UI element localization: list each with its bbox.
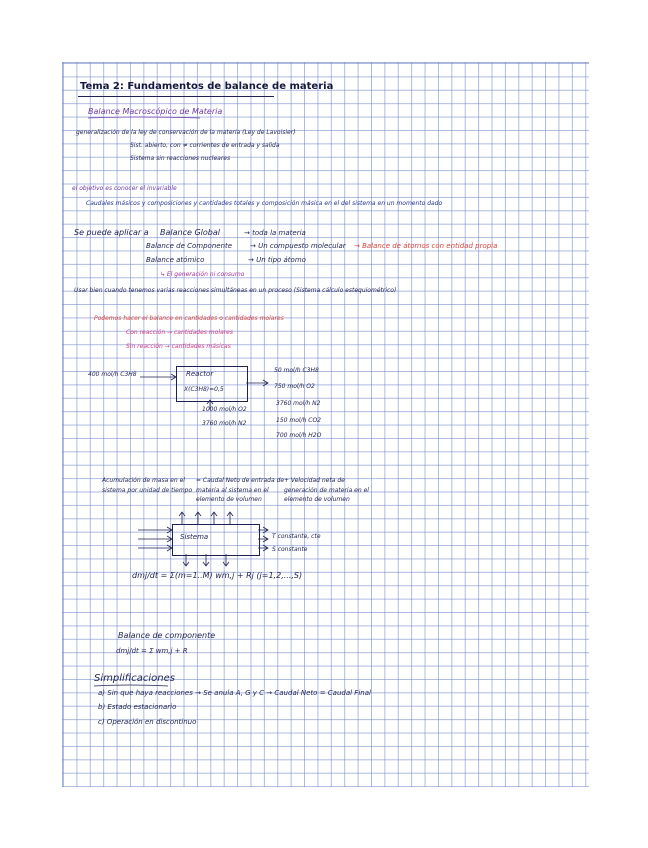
aplicar-global-result: → toda la materia (244, 229, 306, 237)
eq-componente: dmj/dt = Σ wm,j + R (116, 647, 188, 655)
line-sistema-reacciones: Sistema sin reacciones nucleares (130, 155, 231, 162)
out-h2o: 700 mol/h H2O (276, 432, 322, 439)
objetivo-detail: Caudales másicos y composiciones y cantidades totales y composición másica en el del sistema en un momento dado (86, 200, 443, 207)
out-co2: 150 mol/h CO2 (276, 417, 322, 424)
simp-b: b) Estado estacionario (98, 703, 177, 711)
in-o2: 1000 mol/h O2 (202, 406, 247, 413)
section-macro-heading: Balance Macroscópico de Materia (88, 107, 223, 116)
title-underline (78, 96, 274, 97)
usar-cuando: Usar bien cuando tenemos varias reacciones simultáneas en un proceso (Sistema cálculo estequiométrico) (74, 287, 397, 294)
aplicar-global: Balance Global (160, 228, 220, 237)
s-label: S constante (272, 546, 308, 553)
simp-c: c) Operación en discontinuo (98, 718, 197, 726)
out-n2: 3760 mol/h N2 (276, 400, 321, 407)
reacciones-heading: Podemos hacer el balance en cantidades o cantidades molares (94, 315, 284, 322)
sistema-label: Sistema (180, 533, 209, 541)
page-title: Tema 2: Fundamentos de balance de materia (80, 81, 334, 92)
reactor-conversion: X(C3H8)=0,5 (184, 386, 224, 393)
feed-label: 400 mol/h C3H8 (88, 371, 137, 378)
velocidad-term: + Velocidad neta de generación de materia en el elemento de volumen (284, 477, 369, 504)
reacciones-sin: Sin reacción → cantidades másicas (126, 343, 231, 350)
line-sist-abierto: Sist. abierto, con ≠ corrientes de entrada y salida (130, 142, 280, 149)
balance-componente: Balance de componente (118, 631, 216, 640)
out-c3h8: 50 mol/h C3H8 (274, 367, 319, 374)
t-label: T constante, cte (272, 533, 321, 540)
caudal-neto-term: = Caudal Neto de entrada de materia al sistema en el elemento de volumen (196, 477, 285, 504)
aplicar-intro: Se puede aplicar a (74, 228, 149, 237)
reactor-label: Reactor (186, 370, 214, 378)
out-o2: 750 mol/h O2 (274, 383, 315, 390)
simp-a: a) Sin que haya reacciones → Se anula A, G y C → Caudal Neto = Caudal Final (98, 689, 371, 697)
objetivo-heading: el objetivo es conocer el invariable (72, 185, 177, 192)
line-generalizacion: generalización de la ley de conservación de la materia (Ley de Lavoisier) (76, 129, 296, 136)
eq-main: dmj/dt = Σ(m=1..M) wm,j + Rj (j=1,2,...,S) (132, 571, 303, 580)
aplicar-atomico: Balance atómico (146, 256, 205, 264)
aplicar-no-generacion: ↳ El generación ni consumo (160, 271, 245, 278)
aplicar-componente: Balance de Componente (146, 242, 233, 250)
aplicar-atomico-result: → Un tipo átomo (248, 256, 306, 264)
aplicar-red-note: → Balance de átomos con entidad propia (354, 242, 498, 250)
simplificaciones-heading: Simplificaciones (94, 673, 175, 684)
acumulacion-term: Acumulación de masa en el sistema por unidad de tiempo (102, 477, 193, 494)
aplicar-componente-result: → Un compuesto molecular (250, 242, 346, 250)
reacciones-con: Con reacción → cantidades molares (126, 329, 233, 336)
in-n2: 3760 mol/h N2 (202, 420, 247, 427)
